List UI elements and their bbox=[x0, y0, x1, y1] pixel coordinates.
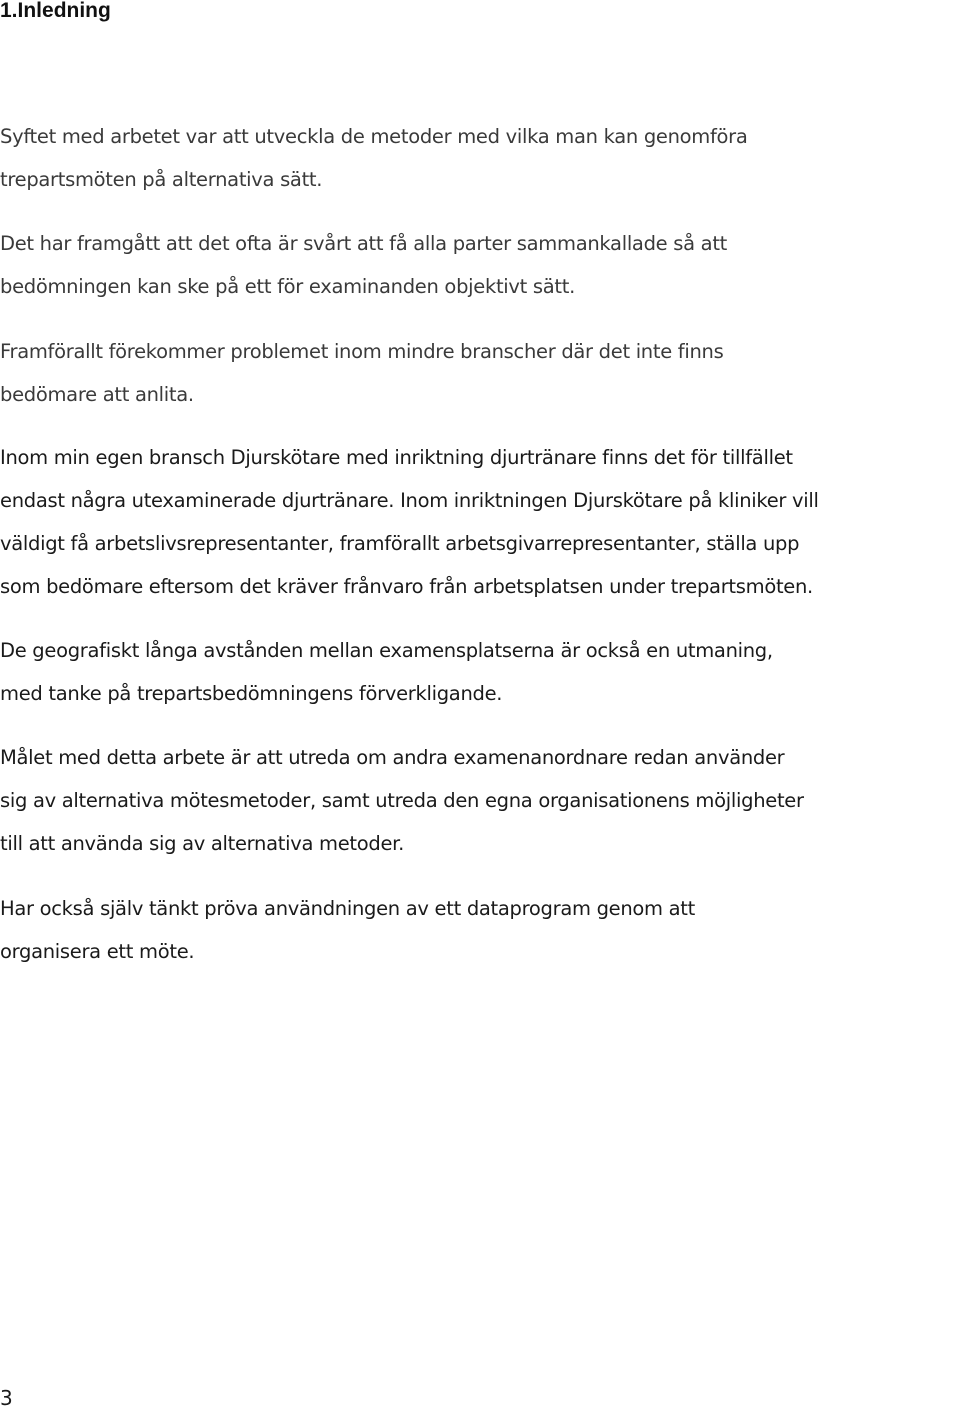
text-line: till att använda sig av alternativa metoder. bbox=[0, 832, 404, 855]
paragraph-purpose bbox=[0, 115, 960, 201]
text-line: Har också själv tänkt pröva användningen av ett dataprogram genom att bbox=[0, 897, 695, 920]
paragraph-geography bbox=[0, 629, 960, 715]
text-line: med tanke på trepartsbedömningens förverkligande. bbox=[0, 682, 503, 705]
text-line: bedömningen kan ske på ett för examinanden objektivt sätt. bbox=[0, 275, 575, 298]
paragraph-small-industries bbox=[0, 330, 960, 416]
page-number: 3 bbox=[0, 1386, 13, 1410]
text-line: Inom min egen bransch Djurskötare med inriktning djurtränare finns det för tillfället bbox=[0, 446, 793, 469]
section-heading: 1.Inledning bbox=[0, 0, 111, 22]
paragraph-goal bbox=[0, 736, 960, 865]
paragraph-test-program bbox=[0, 887, 960, 973]
text-line: sig av alternativa mötesmetoder, samt utreda den egna organisationens möjligheter bbox=[0, 789, 804, 812]
text-line: De geografiskt långa avstånden mellan examensplatserna är också en utmaning, bbox=[0, 639, 773, 662]
text-line: Syftet med arbetet var att utveckla de metoder med vilka man kan genomföra bbox=[0, 125, 748, 148]
paragraph-own-industry bbox=[0, 436, 960, 608]
text-line: trepartsmöten på alternativa sätt. bbox=[0, 168, 323, 191]
text-line: endast några utexaminerade djurtränare. Inom inriktningen Djurskötare på kliniker vill bbox=[0, 489, 819, 512]
paragraph-difficulty bbox=[0, 222, 960, 308]
text-line: Målet med detta arbete är att utreda om andra examenanordnare redan använder bbox=[0, 746, 785, 769]
text-line: väldigt få arbetslivsrepresentanter, framförallt arbetsgivarrepresentanter, ställa upp bbox=[0, 532, 800, 555]
text-line: bedömare att anlita. bbox=[0, 383, 194, 406]
text-line: som bedömare eftersom det kräver frånvaro från arbetsplatsen under trepartsmöten. bbox=[0, 575, 813, 598]
text-line: organisera ett möte. bbox=[0, 940, 195, 963]
text-line: Det har framgått att det ofta är svårt att få alla parter sammankallade så att bbox=[0, 232, 728, 255]
text-line: Framförallt förekommer problemet inom mindre branscher där det inte finns bbox=[0, 340, 724, 363]
